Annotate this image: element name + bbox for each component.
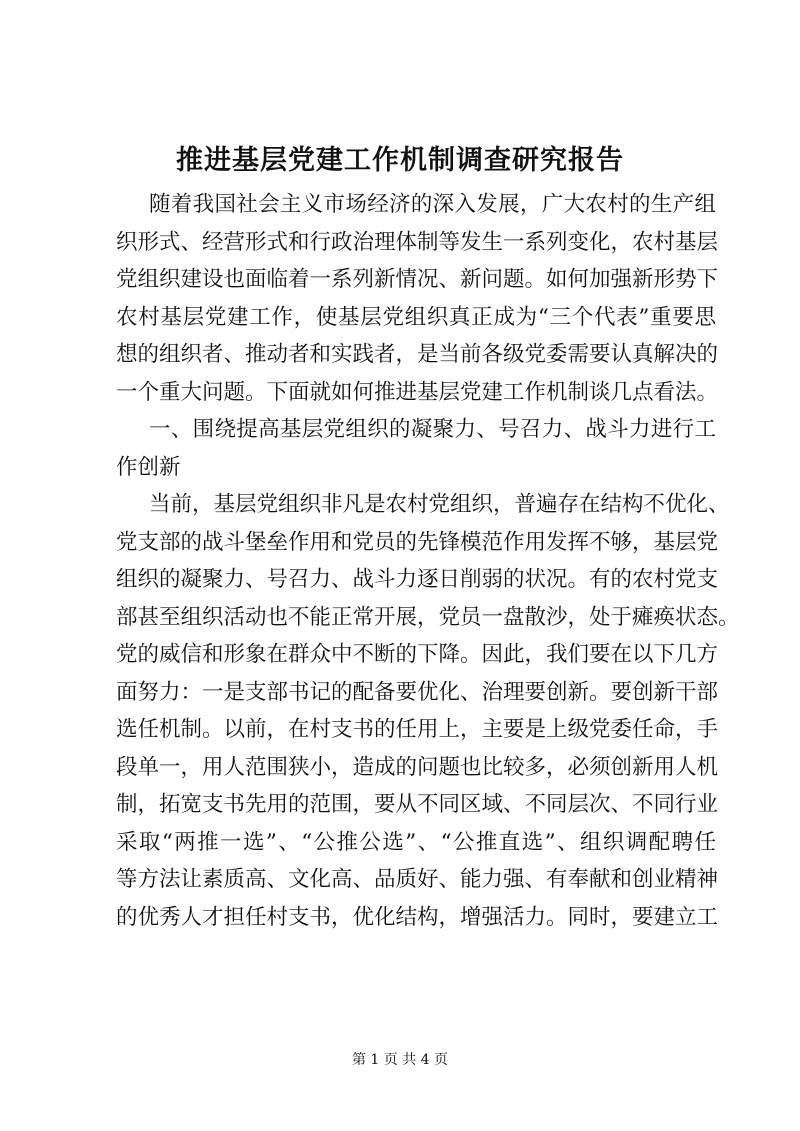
- body-text-line: 组织的凝聚力、号召力、战斗力逐日削弱的状况。有的农村党支: [116, 567, 719, 592]
- body-text-line: 部甚至组织活动也不能正常开展，党员一盘散沙，处于瘫痪状态。: [116, 604, 740, 630]
- body-text-line: 选任机制。以前，在村支书的任用上，主要是上级党委任命，手: [116, 717, 719, 742]
- body-text-line: 随着我国社会主义市场经济的深入发展，广大农村的生产组: [149, 192, 716, 217]
- body-text-line: 一个重大问题。下面就如何推进基层党建工作机制谈几点看法。: [116, 379, 719, 405]
- body-text-line: 作创新: [116, 454, 181, 480]
- body-text-line: 等方法让素质高、文化高、品质好、能力强、有奉献和创业精神: [116, 867, 719, 892]
- body-text-line: 党组织建设也面临着一系列新情况、新问题。如何加强新形势下: [116, 267, 719, 292]
- document-title: 推进基层党建工作机制调查研究报告: [176, 145, 624, 176]
- body-text-line: 采取“两推一选”、“公推公选”、“公推直选”、组织调配聘任: [116, 829, 716, 855]
- body-text-line: 党的威信和形象在群众中不断的下降。因此，我们要在以下几方: [116, 642, 719, 667]
- page-footer: 第 1 页 共 4 页: [351, 1052, 449, 1068]
- body-text-line: 农村基层党建工作，使基层党组织真正成为“三个代表”重要思: [116, 304, 716, 330]
- document-body: [116, 186, 740, 936]
- body-text-line: 的优秀人才担任村支书，优化结构，增强活力。同时，要建立工: [116, 904, 719, 930]
- body-text-line: 当前，基层党组织非凡是农村党组织，普遍存在结构不优化、: [149, 492, 730, 517]
- body-text-line: 想的组织者、推动者和实践者，是当前各级党委需要认真解决的: [116, 342, 719, 367]
- body-text-line: 制，拓宽支书先用的范围，要从不同区域、不同层次、不同行业: [116, 792, 719, 817]
- body-text-line: 党支部的战斗堡垒作用和党员的先锋模范作用发挥不够，基层党: [116, 529, 719, 555]
- body-text-line: 一、围绕提高基层党组织的凝聚力、号召力、战斗力进行工: [149, 417, 716, 442]
- body-text-line: 面努力：一是支部书记的配备要优化、治理要创新。要创新干部: [116, 679, 719, 705]
- body-text-line: 段单一，用人范围狭小，造成的问题也比较多，必须创新用人机: [116, 754, 719, 780]
- body-text-line: 织形式、经营形式和行政治理体制等发生一系列变化，农村基层: [116, 229, 719, 255]
